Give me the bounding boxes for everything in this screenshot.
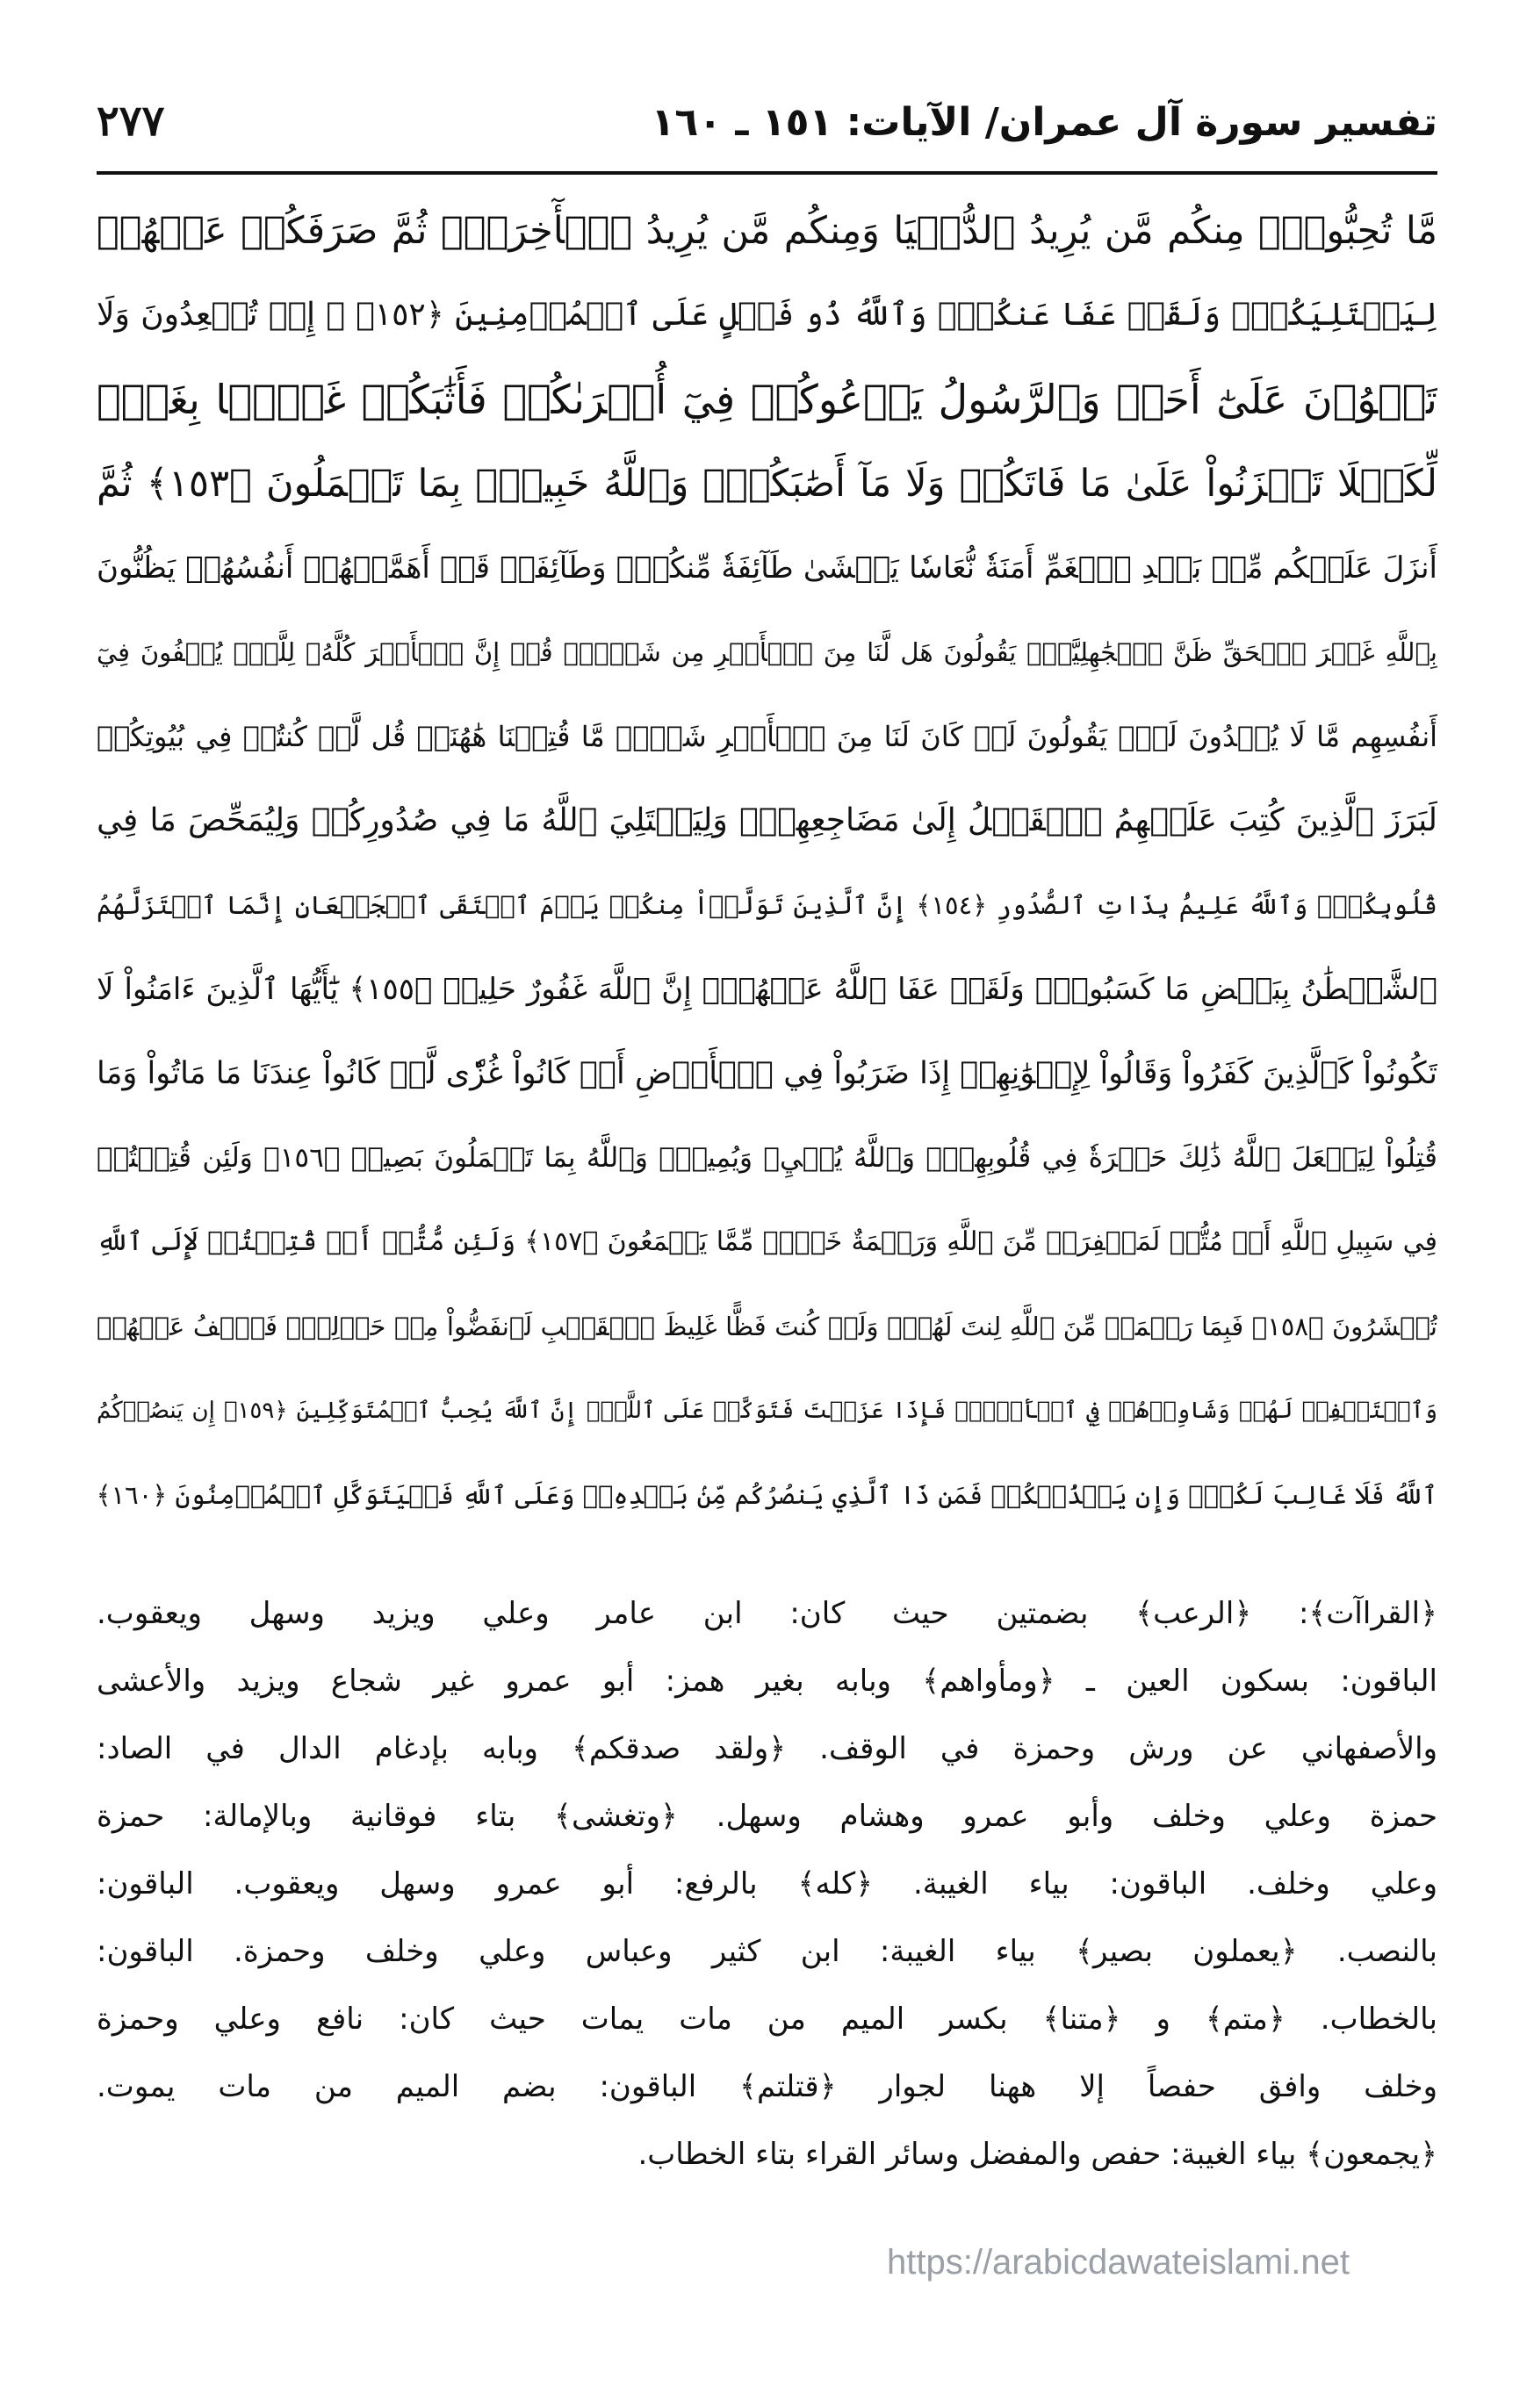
commentary-line: الباقون: بسكون العين ـ ﴿ومأواهم﴾ وبابه بغير همز: أبو عمرو غير شجاع ويزيد والأعشى — [97, 1664, 1437, 1699]
quran-line: أَنفُسِهِم مَّا لَا يُبۡدُونَ لَكَۖ يَقُولُونَ لَوۡ كَانَ لَنَا مِنَ ٱلۡأَمۡرِ شَيۡءٞ مَّا قُتِلۡنَا هَٰهُنَاۗ قُل لَّوۡ كُنتُمۡ فِي بُيُوتِكُمۡ — [97, 720, 1437, 753]
quran-line: تَكُونُواْ كَٱلَّذِينَ كَفَرُواْ وَقَالُواْ لِإِخۡوَٰنِهِمۡ إِذَا ضَرَبُواْ فِي ٱلۡأَرۡضِ أَوۡ كَانُواْ غُزّٗى لَّوۡ كَانُواْ عِندَنَا مَا مَاتُواْ وَمَا — [97, 1056, 1437, 1091]
quran-line: قُلُوبِكُمۡۚ وَٱللَّهُ عَلِيمُۢ بِذَاتِ ٱلصُّدُورِ ﴿١٥٤﴾ إِنَّ ٱلَّذِينَ تَوَلَّوۡاْ مِنكُمۡ يَوۡمَ ٱلۡتَقَى ٱلۡجَمۡعَانِ إِنَّمَا ٱسۡتَزَلَّهُمُ — [97, 890, 1437, 920]
quran-line: ٱلشَّيۡطَٰنُ بِبَعۡضِ مَا كَسَبُواْۖ وَلَقَدۡ عَفَا ٱللَّهُ عَنۡهُمۡۗ إِنَّ ٱللَّهَ غَفُورٌ حَلِيمٞ ﴿١٥٥﴾ يَٰٓأَيُّهَا ٱلَّذِينَ ءَامَنُواْ لَا — [97, 972, 1437, 1007]
page-header — [97, 88, 1437, 175]
commentary-block — [97, 1580, 1437, 2239]
quran-line: لِيَبۡتَلِيَكُمۡۖ وَلَقَدۡ عَفَا عَنكُمۡۗ وَٱللَّهُ ذُو فَضۡلٍ عَلَى ٱلۡمُؤۡمِنِينَ ﴿١٥٢﴾ ۞ إِذۡ تُصۡعِدُونَ وَلَا — [97, 297, 1437, 333]
quran-line: قُتِلُواْ لِيَجۡعَلَ ٱللَّهُ ذَٰلِكَ حَسۡرَةٗ فِي قُلُوبِهِمۡۗ وَٱللَّهُ يُحۡيِۦ وَيُمِيتُۗ وَٱللَّهُ بِمَا تَعۡمَلُونَ بَصِيرٞ ﴿١٥٦﴾ وَلَئِن قُتِلۡتُمۡ — [97, 1142, 1437, 1174]
commentary-line: بالخطاب. ﴿متم﴾ و ﴿متنا﴾ بكسر الميم من مات يمات حيث كان: نافع وعلي وحمزة — [97, 2002, 1437, 2037]
quran-text-block — [97, 189, 1437, 1523]
page-number: ٢٧٧ — [97, 97, 165, 146]
commentary-line: وخلف وافق حفصاً إلا ههنا لجوار ﴿قتلتم﴾ الباقون: بضم الميم من مات يموت. — [97, 2069, 1437, 2104]
quran-line: تُحۡشَرُونَ ﴿١٥٨﴾ فَبِمَا رَحۡمَةٖ مِّنَ ٱللَّهِ لِنتَ لَهُمۡۖ وَلَوۡ كُنتَ فَظًّا غَلِيظَ ٱلۡقَلۡبِ لَٱنفَضُّواْ مِنۡ حَوۡلِكَۖ فَٱعۡفُ عَنۡهُمۡ — [97, 1312, 1437, 1341]
quran-line: فِي سَبِيلِ ٱللَّهِ أَوۡ مُتُّمۡ لَمَغۡفِرَةٞ مِّنَ ٱللَّهِ وَرَحۡمَةٌ خَيۡرٞ مِّمَّا يَجۡمَعُونَ ﴿١٥٧﴾ وَلَئِن مُّتُّمۡ أَوۡ قُتِلۡتُمۡ لَإِلَى ٱللَّهِ — [97, 1226, 1437, 1257]
quran-line: أَنزَلَ عَلَيۡكُم مِّنۢ بَعۡدِ ٱلۡغَمِّ أَمَنَةٗ نُّعَاسٗا يَغۡشَىٰ طَآئِفَةٗ مِّنكُمۡۖ وَطَآئِفَةٞ قَدۡ أَهَمَّتۡهُمۡ أَنفُسُهُمۡ يَظُنُّونَ — [97, 550, 1437, 586]
quran-line: تَلۡوُۥنَ عَلَىٰٓ أَحَدٖ وَٱلرَّسُولُ يَدۡعُوكُمۡ فِيٓ أُخۡرَىٰكُمۡ فَأَثَٰبَكُمۡ غَمَّۢا بِغَمّٖ — [97, 376, 1437, 423]
quran-line: لِّكَيۡلَا تَحۡزَنُواْ عَلَىٰ مَا فَاتَكُمۡ وَلَا مَآ أَصَٰبَكُمۡۗ وَٱللَّهُ خَبِيرُۢ بِمَا تَعۡمَلُونَ ﴿١٥٣﴾ ثُمَّ — [97, 462, 1437, 506]
commentary-line: وعلي وخلف. الباقون: بياء الغيبة. ﴿كله﴾ بالرفع: أبو عمرو وسهل ويعقوب. الباقون: — [97, 1866, 1437, 1901]
quran-line: ٱللَّهُ فَلَا غَالِبَ لَكُمۡۖ وَإِن يَخۡذُلۡكُمۡ فَمَن ذَا ٱلَّذِي يَنصُرُكُم مِّنۢ بَعۡدِهِۦۗ وَعَلَى ٱللَّهِ فَلۡيَتَوَكَّلِ ٱلۡمُؤۡمِنُونَ ﴿١٦٠﴾ — [97, 1480, 1437, 1510]
commentary-line: ﴿القراآت﴾: ﴿الرعب﴾ بضمتين حيث كان: ابن عامر وعلي ويزيد وسهل ويعقوب. — [97, 1596, 1437, 1631]
commentary-line: ﴿يجمعون﴾ بياء الغيبة: حفص والمفضل وسائر القراء بتاء الخطاب. — [637, 2137, 1437, 2172]
running-title: تفسير سورة آل عمران/ الآيات: ١٥١ ـ ١٦٠ — [651, 100, 1437, 145]
watermark: https://arabicdawateislami.net — [887, 2243, 1350, 2282]
quran-line: وَٱسۡتَغۡفِرۡ لَهُمۡ وَشَاوِرۡهُمۡ فِي ٱلۡأَمۡرِۖ فَإِذَا عَزَمۡتَ فَتَوَكَّلۡ عَلَى ٱللَّهِۚ إِنَّ ٱللَّهَ يُحِبُّ ٱلۡمُتَوَكِّلِينَ ﴿١٥٩﴾ إِن يَنصُرۡكُمُ — [97, 1398, 1437, 1424]
commentary-line: بالنصب. ﴿يعملون بصير﴾ بياء الغيبة: ابن كثير وعباس وعلي وخلف وحمزة. الباقون: — [97, 1934, 1437, 1969]
quran-line: لَبَرَزَ ٱلَّذِينَ كُتِبَ عَلَيۡهِمُ ٱلۡقَتۡلُ إِلَىٰ مَضَاجِعِهِمۡۖ وَلِيَبۡتَلِيَ ٱللَّهُ مَا فِي صُدُورِكُمۡ وَلِيُمَحِّصَ مَا فِي — [97, 802, 1437, 838]
quran-line: بِٱللَّهِ غَيۡرَ ٱلۡحَقِّ ظَنَّ ٱلۡجَٰهِلِيَّةِۖ يَقُولُونَ هَل لَّنَا مِنَ ٱلۡأَمۡرِ مِن شَيۡءٖۗ قُلۡ إِنَّ ٱلۡأَمۡرَ كُلَّهُۥ لِلَّهِۗ يُخۡفُونَ فِيٓ — [97, 637, 1437, 667]
commentary-line: حمزة وعلي وخلف وأبو عمرو وهشام وسهل. ﴿وتغشى﴾ بتاء فوقانية وبالإمالة: حمزة — [97, 1799, 1437, 1834]
commentary-line: والأصفهاني عن ورش وحمزة في الوقف. ﴿ولقد صدقكم﴾ وبابه بإدغام الدال في الصاد: — [97, 1731, 1437, 1766]
quran-line: مَّا تُحِبُّونَۚ مِنكُم مَّن يُرِيدُ ٱلدُّنۡيَا وَمِنكُم مَّن يُرِيدُ ٱلۡأٓخِرَةَۚ ثُمَّ صَرَفَكُمۡ عَنۡهُمۡ — [97, 209, 1437, 253]
